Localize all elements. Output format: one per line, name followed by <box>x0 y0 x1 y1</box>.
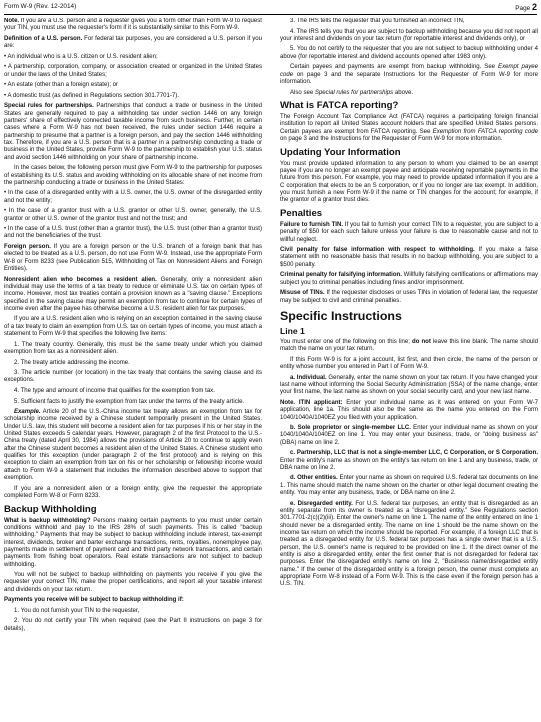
page-header <box>4 1 537 15</box>
special-label: Special rules for partnerships. <box>4 103 94 110</box>
us-person-definition <box>4 36 262 51</box>
penalty-paragraph <box>280 290 538 305</box>
line1-text-1: You must enter one of the following on this line; <box>280 338 413 345</box>
def-item: • A domestic trust (as defined in Regulations section 301.7701-7). <box>4 92 179 99</box>
example-label: Example. <box>14 409 41 416</box>
foreign-person-paragraph <box>4 244 262 273</box>
item-label: c. Partnership, LLC that is not a single-member LLC, C Corporation, or S Corporation. <box>290 450 538 457</box>
exempt-text-2: on page 3 and the separate Instructions for the Requester of Form W-9 for more information. <box>280 71 538 85</box>
exempt-ref: Exempt payee code <box>280 64 538 78</box>
example-paragraph <box>4 409 262 482</box>
item-text: Enter the entity's name as shown on the entity's tax return on line 1 and any business, trade, or DBA name on line 2. <box>280 457 538 471</box>
page-label: Page <box>515 5 531 12</box>
right-column <box>280 18 538 720</box>
foreign-label: Foreign person. <box>4 244 51 250</box>
treaty-paragraph: If you are a U.S. resident alien who is relying on an exception contained in the saving clause of a tax treaty to claim an exemption from U.S. tax on certain types of income, you must attach a statement to Form W-9 that specifies the following five items: <box>4 316 262 338</box>
item-text: Enter your individual name as it was entered on your Form W-7 application, line 1a. This should also be the same as the name you entered on the Form 1040/1040A/1040EZ you filed with your application. <box>280 399 538 421</box>
fatca-paragraph <box>280 114 538 143</box>
def-item: • A partnership, corporation, company, or association created or organized in the United States or under the laws of the United States; <box>4 64 262 78</box>
left-column <box>4 18 262 720</box>
nra-label: Nonresident alien who becomes a resident alien. <box>4 276 157 283</box>
backup-paragraph <box>4 518 262 569</box>
item-text: Enter your individual name as shown on your 1040/1040A/1040EZ on line 1. You may enter your business, trade, or "doing business as" (DBA) name on line 2. <box>280 425 538 446</box>
penalty-paragraph <box>280 272 538 287</box>
note-paragraph <box>4 18 262 33</box>
line1-emphasis: do not <box>412 338 431 345</box>
payment-item: 3. The IRS tells the requester that you furnished an incorrect TIN, <box>290 18 465 24</box>
nonresident-alien-paragraph <box>4 277 262 314</box>
individual-paragraph <box>280 375 538 397</box>
penalty-text: If you fail to furnish your correct TIN to a requester, you are subject to a penalty of $50 for each such failure unless your failure is due to reasonable cause and not to willful neglect. <box>280 221 538 243</box>
payment-item: 2. You do not certify your TIN when required (see the Part II instructions on page 3 for details), <box>4 618 262 632</box>
fatca-heading: What is FATCA reporting? <box>280 100 399 112</box>
def-text: For federal tax purposes, you are considered a U.S. person if you are: <box>4 35 262 50</box>
line1-text-2: leave this line blank. The name should match the name on your tax return. <box>280 338 538 353</box>
note-text: If you are a U.S. person and a requester gives you a form other than Form W-9 to request your TIN, you must use the requester's form if it is substantially similar to this Form W-9. <box>4 18 262 32</box>
cases-paragraph: In the cases below, the following person must give Form W-9 to the partnership for purposes of establishing its U.S. status and avoiding withholding on its allocable share of net income from the partnership conducting a trade or business in the United States: <box>4 165 262 186</box>
item-label: Note. ITIN applicant: <box>280 399 343 406</box>
special-rules-paragraph <box>4 103 262 162</box>
specific-instructions-heading: Specific Instructions <box>280 308 402 323</box>
payment-item: 4. The IRS tells you that you are subject to backup withholding because you did not report all your interest and dividends on your tax return (for reportable interest and dividends only), or <box>280 28 538 42</box>
item-label: d. Other entities. <box>290 475 338 482</box>
fatca-ref: Exemption from FATCA reporting code <box>432 128 538 135</box>
item-text: Generally, enter the name shown on your tax return. If you have changed your last name without informing the Social Security Administration (SSA) of the name change, enter your first name, the last name as shown on your social security card, and your new last name. <box>280 374 538 396</box>
backup-withholding-heading: Backup Withholding <box>4 503 97 515</box>
also-text-1: Also see <box>290 89 315 96</box>
other-entities-paragraph <box>280 475 538 497</box>
payment-item: 1. You do not furnish your TIN to the requester, <box>14 607 140 614</box>
exempt-text-1: Certain payees and payments are exempt from backup withholding. See <box>290 64 499 71</box>
example-text: Article 20 of the U.S.-China income tax treaty allows an exemption from tax for scholarship income received by a Chinese student temporarily present in the United States. Under U.S. law, this student will become a resident alien for tax purposes if his or her stay in the United States exceeds 5 calendar years. However, paragraph 2 of the first Protocol to the U.S.-China treaty (dated April 30, 1984) allows the provisions of Article 20 to continue to apply even after the Chinese student becomes a resident alien of the United States. A Chinese student who qualifies for this exception (under paragraph 2 of the first protocol) and is relying on this exception to claim an exemption from tax on his or her scholarship or fellowship income would attach to Form W-9 a statement that includes the information described above to support that exemption. <box>4 409 262 482</box>
item-label: e. Disregarded entity. <box>290 500 353 507</box>
note-label: Note. <box>4 18 20 24</box>
payments-paragraph <box>4 597 262 604</box>
penalty-label: Failure to furnish TIN. <box>280 221 344 228</box>
form-id: Form W-9 (Rev. 12-2014) <box>4 3 77 10</box>
penalty-paragraph <box>280 247 538 269</box>
also-text-2: above. <box>393 89 414 96</box>
penalty-text: If the requester discloses or uses TINs in violation of federal law, the requester may be subject to civil and criminal penalties. <box>280 290 538 304</box>
also-ref: Special rules for partnerships <box>314 89 394 96</box>
treaty-item: 3. The article number (or location) in the tax treaty that contains the saving clause and its exceptions. <box>4 370 262 384</box>
backup-paragraph-2: You will not be subject to backup withholding on payments you receive if you give the requester your correct TIN, make the proper certifications, and report all your taxable interest and dividends on your tax return. <box>4 572 262 593</box>
treaty-item: 5. Sufficient facts to justify the exemption from tax under the terms of the treaty article. <box>14 398 245 405</box>
backup-label: What is backup withholding? <box>4 517 91 524</box>
page-number: 2 <box>531 2 537 12</box>
penalties-heading: Penalties <box>280 207 323 219</box>
case-item: • In the case of a disregarded entity with a U.S. owner, the U.S. owner of the disregarded entity and not the entity; <box>4 190 262 204</box>
treaty-item: 2. The treaty article addressing the income. <box>14 359 130 366</box>
penalty-text: Willfully falsifying certifications or affirmations may subject you to criminal penalties including fines and/or imprisonment. <box>280 272 538 286</box>
nra-text: Generally, only a nonresident alien individual may use the terms of a tax treaty to reduce or eliminate U.S. tax on certain types of income. However, most tax treaties contain a provision known as a "saving clause." Exceptions specified in the saving clause may permit an exemption from tax to continue for certain types of income even after the payee has otherwise become a U.S. resident alien for tax purposes. <box>4 276 262 312</box>
fatca-text-1: The Foreign Account Tax Compliance Act (FATCA) requires a participating foreign financial institution to report all United States account holders that are specified United States persons. Certain payees are exempt from FATCA reporting. See <box>280 114 538 135</box>
line1-paragraph <box>280 339 538 354</box>
exempt-paragraph <box>280 64 538 86</box>
itin-note-paragraph <box>280 400 538 422</box>
def-item: • An estate (other than a foreign estate); or <box>4 82 119 89</box>
partnership-paragraph <box>280 450 538 472</box>
payment-item: 5. You do not certify to the requester that you are not subject to backup withholding under 4 above (for reportable interest and dividend accounts opened after 1983 only). <box>280 46 538 60</box>
def-item: • An individual who is a U.S. citizen or U.S. resident alien; <box>4 53 158 60</box>
case-item: • In the case of a U.S. trust (other than a grantor trust), the U.S. trust (other than a grantor trust) and not the beneficiaries of the trust. <box>4 226 262 240</box>
disregarded-entity-paragraph <box>280 501 538 589</box>
fatca-text-2: on page 3 and the Instructions for the Requester of Form W-9 for more information. <box>280 136 503 143</box>
sole-proprietor-paragraph <box>280 425 538 447</box>
case-item: • In the case of a grantor trust with a U.S. grantor or other U.S. owner, generally, the U.S. grantor or other U.S. owner of the grantor trust and not the trust; and <box>4 208 262 222</box>
page-indicator <box>515 2 537 12</box>
foreign-text: If you are a foreign person or the U.S. branch of a foreign bank that has elected to be treated as a U.S. person, do not use Form W-9. Instead, use the appropriate Form W-8 or Form 8233 (see Publication 515, Withholding of Tax on Nonresident Aliens and Foreign Entities). <box>4 244 262 273</box>
updating-paragraph: You must provide updated information to any person to whom you claimed to be an exempt payee if you are no longer an exempt payee and anticipate receiving reportable payments in the future from this person. For example, you may need to provide updated information if you are a C corporation that elects to be an S corporation, or if you no longer are tax exempt. In addition, you must furnish a new Form W-9 if the name or TIN changes for the account; for example, if the grantor of a grantor trust dies. <box>280 160 538 204</box>
also-see-paragraph <box>280 90 538 97</box>
def-label: Definition of a U.S. person. <box>4 35 83 42</box>
penalty-label: Civil penalty for false information with respect to withholding. <box>280 247 475 254</box>
item-text: For U.S. federal tax purposes, an entity that is disregarded as an entity separate from its owner is treated as a "disregarded entity." See Regulations section 301.7701-2(c)(2)(iii). Enter the owner's name on line 1. The name of the entity entered on line 1 should never be a disregarded entity. The name on line 1 should be the name shown on the income tax return on which the income should be reported. For example, if a foreign LLC that is treated as a disregarded entity for U.S. federal tax purposes has a single owner that is a U.S. person, the U.S. owner's name is required to be provided on line 1. If the direct owner of the entity is also a disregarded entity, enter the first owner that is not disregarded for federal tax purposes. Enter the disregarded entity's name on line 2, "Business name/disregarded entity name." If the owner of the disregarded entity is a foreign person, the owner must complete an appropriate Form W-8 instead of a Form W-9. This is the case even if the foreign person has a U.S. TIN. <box>280 500 538 588</box>
payments-label: Payments you receive will be subject to backup withholding if: <box>4 597 184 604</box>
item-label: b. Sole proprietor or single-member LLC. <box>290 425 411 432</box>
special-text: Partnerships that conduct a trade or business in the United States are generally required to pay a withholding tax under section 1446 on any foreign partners' share of effectively connected taxable income from such business. Further, in certain cases where a Form W-9 has not been received, the rules under section 1446 require a partnership to presume that a partner is a foreign person, and pay the section 1446 withholding tax. Therefore, if you are a U.S. person that is a partner in a partnership conducting a trade or business in the United States, provide Form W-9 to the partnership to establish your U.S. status and avoid section 1446 withholding on your share of partnership income. <box>4 103 262 161</box>
line1-heading: Line 1 <box>280 325 305 336</box>
treaty-item: 1. The treaty country. Generally, this must be the same treaty under which you claimed exemption from tax as a nonresident alien. <box>4 341 262 356</box>
joint-account-paragraph: If this Form W-9 is for a joint account, list first, and then circle, the name of the person or entity whose number you entered in Part I of Form W-9. <box>280 356 538 371</box>
treaty-item: 4. The type and amount of income that qualifies for the exemption from tax. <box>14 387 215 394</box>
backup-text: Persons making certain payments to you must under certain conditions withhold and pay to the IRS 28% of such payments. This is called "backup withholding." Payments that may be subject to backup withholding include interest, tax-exempt interest, dividends, broker and barter exchange transactions, rents, royalties, nonemployee pay, payments made in settlement of payment card and third party network transactions, and certain payments from fishing boat operators. Real estate transactions are not subject to backup withholding. <box>4 517 262 568</box>
nonresident-paragraph: If you are a nonresident alien or a foreign entity, give the requester the appropriate completed Form W-8 or Form 8233. <box>4 485 262 499</box>
penalty-label: Criminal penalty for falsifying information. <box>280 272 402 279</box>
penalty-text: If you make a false statement with no reasonable basis that results in no backup withholding, you are subject to a $500 penalty. <box>280 247 538 268</box>
updating-heading: Updating Your Information <box>280 146 401 158</box>
item-text: Enter your name as shown on required U.S. federal tax documents on line 1. This name should match the name shown on the charter or other legal document creating the entity. You may enter any business, trade, or DBA name on line 2. <box>280 475 538 497</box>
penalty-label: Misuse of TINs. <box>280 290 325 297</box>
penalty-paragraph <box>280 222 538 244</box>
item-label: a. Individual. <box>290 374 327 381</box>
